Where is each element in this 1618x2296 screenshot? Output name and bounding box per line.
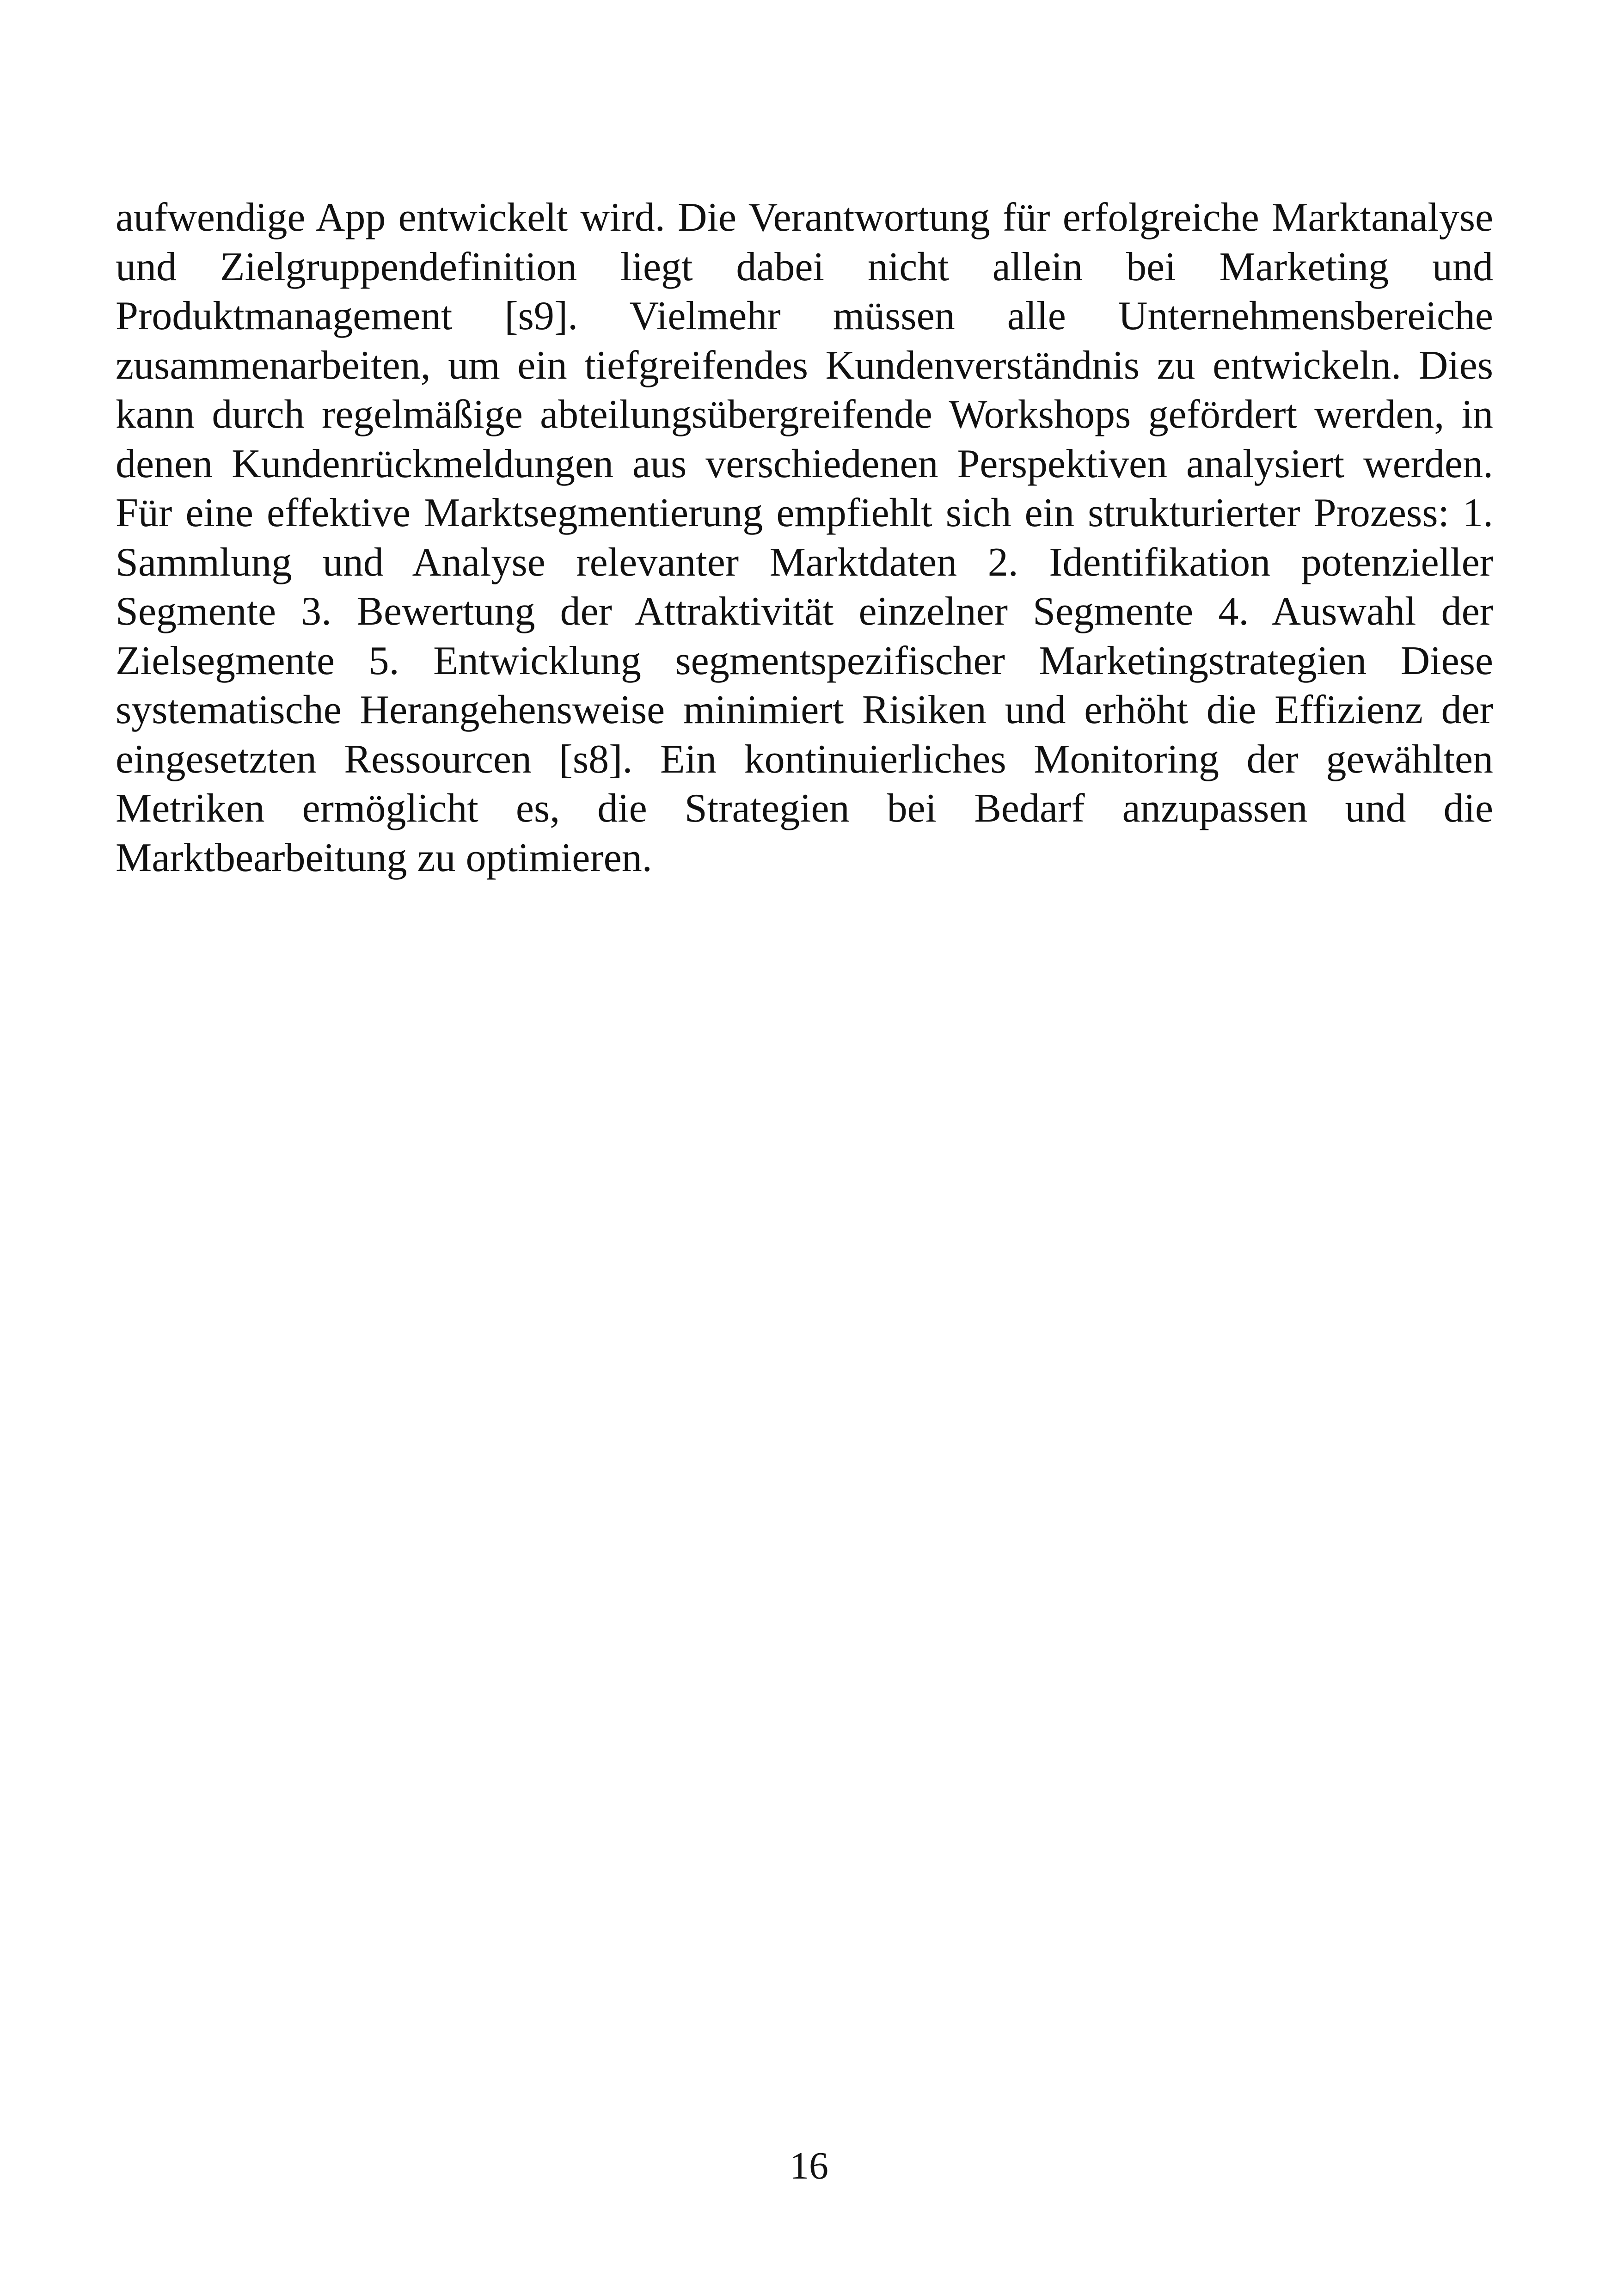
page-number: 16: [790, 2144, 828, 2187]
body-paragraph: aufwendige App entwickelt wird. Die Verantwortung für erfolgreiche Marktanalyse und Zielgruppendefinition liegt dabei nicht allein bei Marketing und Produktmanagement [s9]. Vielmehr müssen alle Unternehmensbereiche zusammenarbeiten, um ein tiefgreifendes Kundenverständnis zu entwickeln. Dies kann durch regelmäßige abteilungsübergreifende Workshops gefördert werden, in denen Kundenrückmeldungen aus verschiedenen Perspektiven analysiert werden. Für eine effektive Marktsegmentierung empfiehlt sich ein strukturierter Prozess: 1. Sammlung und Analyse relevanter Marktdaten 2. Identifikation potenzieller Segmente 3. Bewertung der Attraktivität einzelner Segmente 4. Auswahl der Zielsegmente 5. Entwicklung segmentspezifischer Marketingstrategien Diese systematische Herangehensweise minimiert Risiken und erhöht die Effizienz der eingesetzten Ressourcen [s8]. Ein kontinuierliches Monitoring der gewählten Metriken ermöglicht es, die Strategien bei Bedarf anzupassen und die Marktbearbeitung zu optimieren.: [116, 195, 1493, 880]
